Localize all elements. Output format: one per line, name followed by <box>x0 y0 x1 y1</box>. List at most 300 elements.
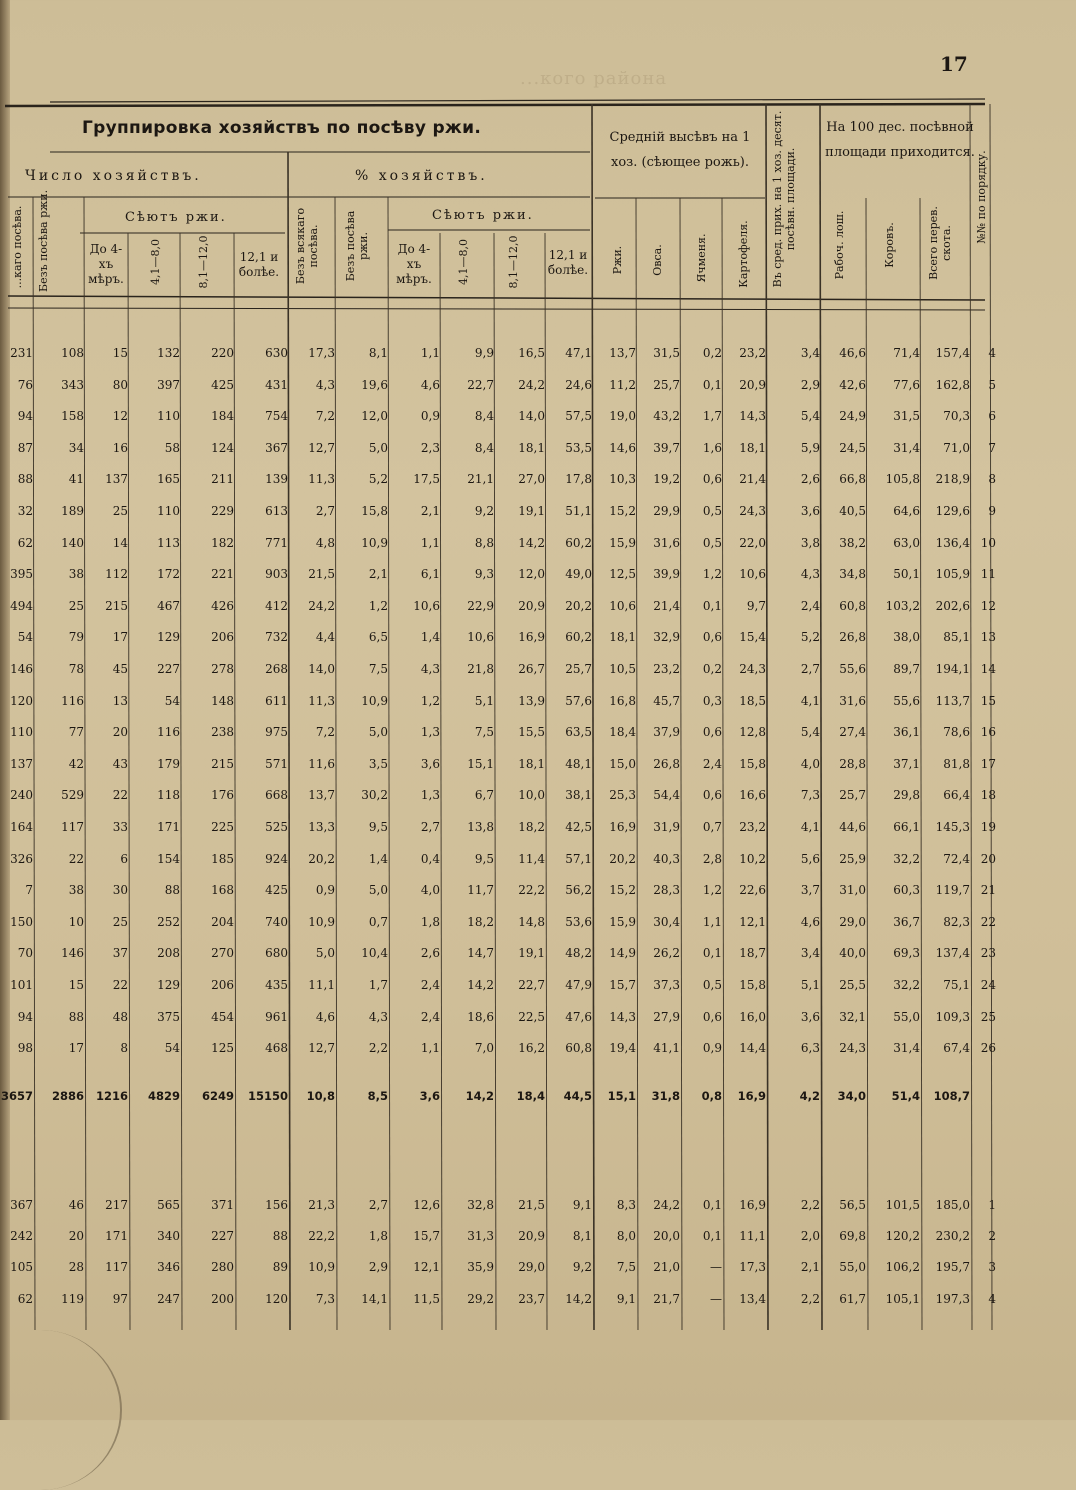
table-cell: 22,5 <box>518 1009 545 1024</box>
table-cell: 23,2 <box>739 820 766 834</box>
table-cell: 2,9 <box>800 377 820 392</box>
table-cell: 79 <box>68 630 84 645</box>
table-cell: 140 <box>61 535 84 550</box>
table-cell: 66,8 <box>839 472 866 487</box>
table-cell: 12,1 <box>739 914 766 929</box>
table-cell: 5,6 <box>800 851 820 866</box>
table-cell: 21,4 <box>653 598 680 613</box>
table-cell: 2,1 <box>800 1260 820 1274</box>
table-cell: 12,7 <box>308 1041 335 1056</box>
table-cell: 754 <box>265 409 288 424</box>
table-cell: 2886 <box>51 1089 84 1103</box>
table-cell: 2,7 <box>368 1198 388 1212</box>
table-cell: 54,4 <box>653 788 680 803</box>
table-cell: 680 <box>265 946 288 961</box>
table-cell: 17 <box>68 1041 84 1056</box>
table-cell: 21,7 <box>653 1292 680 1306</box>
table-cell: 108,7 <box>933 1089 970 1103</box>
table-cell: 77 <box>68 725 84 740</box>
table-cell: 14,2 <box>518 535 545 550</box>
table-cell: 51,1 <box>565 504 592 518</box>
table-cell: 15,8 <box>739 756 766 771</box>
table-cell: 565 <box>157 1198 180 1212</box>
table-cell: 25,9 <box>839 851 866 866</box>
table-cell: 11,6 <box>308 756 335 771</box>
table-cell: 34,8 <box>839 567 866 582</box>
table-cell: 15,4 <box>739 630 766 645</box>
table-cell: 15,2 <box>609 883 636 898</box>
table-cell: 171 <box>157 820 180 834</box>
table-cell: 27,9 <box>653 1009 680 1024</box>
table-cell: 5,2 <box>800 630 820 645</box>
table-cell: 425 <box>265 883 288 898</box>
table-cell: 25 <box>980 1009 996 1024</box>
table-cell: 146 <box>61 946 84 961</box>
table-cell: 208 <box>157 946 180 961</box>
group-header-percent: % хозяйствъ. <box>355 168 488 184</box>
table-cell: 4,1 <box>800 820 820 834</box>
table-cell: 5,0 <box>368 883 388 898</box>
table-cell: 88 <box>17 472 33 487</box>
table-cell: 15,9 <box>609 914 636 929</box>
table-cell: 12,8 <box>739 725 766 740</box>
table-cell: 165 <box>157 472 180 487</box>
table-cell: 227 <box>157 662 180 676</box>
table-cell: 2,1 <box>368 567 388 582</box>
table-cell: 630 <box>265 346 288 360</box>
table-cell: 1,2 <box>420 693 440 708</box>
table-cell: 61,7 <box>839 1292 866 1306</box>
table-cell: 36,7 <box>893 914 920 929</box>
table-cell: 10,4 <box>361 946 388 961</box>
table-cell: 8,0 <box>616 1229 636 1243</box>
table-cell: 1,6 <box>702 440 722 455</box>
table-cell: 14 <box>980 662 996 676</box>
table-cell: 529 <box>61 788 84 803</box>
table-cell: 5,0 <box>368 440 388 455</box>
table-cell: 13,3 <box>308 820 335 834</box>
table-cell: 24,3 <box>739 662 766 676</box>
table-cell: 16,9 <box>739 1198 766 1212</box>
table-cell: 0,9 <box>315 883 335 898</box>
table-cell: 179 <box>157 756 180 771</box>
table-cell: 119,7 <box>935 883 970 898</box>
table-cell: 1,3 <box>420 788 440 803</box>
table-cell: 38 <box>68 567 84 582</box>
table-cell: 12,0 <box>361 409 388 424</box>
table-cell: 2 <box>988 1229 996 1243</box>
table-cell: 25,7 <box>565 662 592 676</box>
table-cell: 50,1 <box>893 567 920 582</box>
table-cell: 31,8 <box>651 1089 680 1103</box>
table-cell: 24,2 <box>653 1198 680 1212</box>
table-cell: 20 <box>980 851 996 866</box>
table-cell: 98 <box>17 1041 33 1056</box>
table-cell: 1,2 <box>702 883 722 898</box>
table-cell: 20,2 <box>565 598 592 613</box>
table-cell: 4,1 <box>800 693 820 708</box>
table-cell: 9,3 <box>474 567 494 582</box>
table-cell: 31,6 <box>839 693 866 708</box>
table-cell: 15,0 <box>609 756 636 771</box>
table-cell: 238 <box>211 725 234 740</box>
table-cell: 525 <box>265 820 288 834</box>
table-cell: 13 <box>980 630 996 645</box>
table-cell: 221 <box>211 567 234 582</box>
table-cell: 16,0 <box>739 1009 766 1024</box>
table-cell: 31,3 <box>467 1229 494 1243</box>
table-cell: 0,7 <box>368 914 388 929</box>
table-cell: 16,6 <box>739 788 766 803</box>
table-cell: 1,1 <box>420 346 440 360</box>
table-cell: 10,3 <box>609 472 636 487</box>
table-cell: 0,8 <box>701 1089 722 1103</box>
table-cell: 18,1 <box>518 756 545 771</box>
table-cell: 11,5 <box>413 1292 440 1306</box>
table-cell: 89,7 <box>893 662 920 676</box>
table-cell: 108 <box>61 346 84 360</box>
table-cell: 343 <box>61 377 84 392</box>
table-cell: 7 <box>988 440 996 455</box>
table-cell: 11,2 <box>609 377 636 392</box>
col-header-count-8-12: 8,1—12,0 <box>197 235 210 289</box>
table-cell: 2,2 <box>800 1198 820 1212</box>
table-cell: 63,5 <box>565 725 592 740</box>
table-cell: 9,1 <box>616 1292 636 1306</box>
table-cell: 732 <box>265 630 288 645</box>
table-cell: 29,0 <box>518 1260 545 1274</box>
table-cell: 185,0 <box>935 1198 970 1212</box>
table-cell: 6249 <box>201 1089 234 1103</box>
table-cell: 19,0 <box>609 409 636 424</box>
table-cell: 4,3 <box>800 567 820 582</box>
col-header-pct-12plus: 12,1 и болѣе. <box>547 248 589 277</box>
table-cell: 150 <box>10 914 33 929</box>
table-cell: 3,6 <box>800 504 820 518</box>
table-cell: 39,7 <box>653 440 680 455</box>
group-header-seeding: Среднiй высѣвъ на 1 хоз. (сѣющее рожь). <box>609 130 751 170</box>
table-cell: 103,2 <box>885 598 920 613</box>
col-header-seed-barley: Ячменя. <box>695 233 708 283</box>
col-header-cows: Коровъ. <box>883 222 896 268</box>
table-cell: 4,0 <box>800 756 820 771</box>
table-cell: 5,4 <box>800 725 820 740</box>
table-cell: 12 <box>980 598 996 613</box>
table-cell: 7,3 <box>315 1292 335 1306</box>
table-cell: 66,1 <box>893 820 920 834</box>
table-cell: 62 <box>17 535 33 550</box>
table-cell: 47,1 <box>565 346 592 360</box>
table-cell: 13 <box>112 693 128 708</box>
table-cell: 43 <box>112 756 128 771</box>
table-cell: 1,7 <box>368 978 388 992</box>
table-cell: 24,2 <box>308 598 335 613</box>
table-cell: 24,3 <box>739 504 766 518</box>
table-cell: 10 <box>68 914 84 929</box>
table-cell: 412 <box>265 598 288 613</box>
table-cell: 21,3 <box>308 1198 335 1212</box>
table-cell: 14,0 <box>308 662 335 676</box>
table-cell: 431 <box>265 377 288 392</box>
table-cell: 31,5 <box>893 409 920 424</box>
table-cell: 7,2 <box>315 409 335 424</box>
table-cell: 31,6 <box>653 535 680 550</box>
table-cell: 23,2 <box>739 346 766 360</box>
table-cell: 62 <box>17 1292 33 1306</box>
table-cell: 9,1 <box>572 1198 592 1212</box>
table-cell: 77,6 <box>893 377 920 392</box>
table-cell: 32 <box>17 504 33 518</box>
table-cell: 164 <box>10 820 33 834</box>
table-cell: 16,2 <box>518 1041 545 1056</box>
table-cell: 32,9 <box>653 630 680 645</box>
table-title: Группировка хозяйствъ по посѣву ржи. <box>82 118 482 138</box>
table-cell: 32,2 <box>893 851 920 866</box>
table-cell: 11,1 <box>739 1229 766 1243</box>
table-cell: 46,6 <box>839 346 866 360</box>
table-cell: 26,8 <box>839 630 866 645</box>
table-cell: 172 <box>157 567 180 582</box>
table-cell: 0,6 <box>702 725 722 740</box>
table-cell: 3,5 <box>368 756 388 771</box>
table-cell: 25 <box>112 914 128 929</box>
table-cell: 9,2 <box>572 1260 592 1274</box>
table-cell: 22 <box>112 978 128 992</box>
table-cell: 14,3 <box>739 409 766 424</box>
table-cell: 22 <box>68 851 84 866</box>
table-cell: 53,6 <box>565 914 592 929</box>
table-cell: 31,0 <box>839 883 866 898</box>
table-cell: 9,7 <box>746 598 766 613</box>
table-cell: 494 <box>10 598 33 613</box>
table-cell: 80 <box>112 377 128 392</box>
table-cell: 10,0 <box>518 788 545 803</box>
table-cell: 5 <box>988 377 996 392</box>
table-cell: 17,5 <box>413 472 440 487</box>
table-cell: 21,0 <box>653 1260 680 1274</box>
table-cell: 35,9 <box>467 1260 494 1274</box>
table-cell: 48,2 <box>565 946 592 961</box>
table-cell: 48 <box>112 1009 128 1024</box>
col-header-count-nosow: ...каго посѣва. <box>11 205 24 289</box>
table-cell: 117 <box>105 1260 128 1274</box>
table-cell: 158 <box>61 409 84 424</box>
table-cell: 30,4 <box>653 914 680 929</box>
col-header-pct-nosow: Безъ всякаго посѣва. <box>294 207 320 285</box>
table-cell: 4,6 <box>800 914 820 929</box>
table-cell: 112 <box>105 567 128 582</box>
table-cell: 89 <box>272 1260 288 1274</box>
table-cell: 34 <box>68 440 84 455</box>
table-cell: 1,1 <box>420 535 440 550</box>
table-cell: 176 <box>211 788 234 803</box>
table-cell: 53,5 <box>565 440 592 455</box>
table-cell: 397 <box>157 377 180 392</box>
table-cell: 613 <box>265 504 288 518</box>
table-cell: 66,4 <box>943 788 970 803</box>
table-cell: 57,5 <box>565 409 592 424</box>
table-cell: 15,8 <box>361 504 388 518</box>
table-cell: 85,1 <box>943 630 970 645</box>
table-cell: 7,5 <box>368 662 388 676</box>
table-cell: 124 <box>211 440 234 455</box>
table-cell: 12,6 <box>413 1198 440 1212</box>
table-cell: 24,6 <box>565 377 592 392</box>
table-cell: 31,4 <box>893 440 920 455</box>
table-cell: 215 <box>211 756 234 771</box>
table-cell: 38,0 <box>893 630 920 645</box>
table-cell: 117 <box>61 820 84 834</box>
table-cell: 15,9 <box>609 535 636 550</box>
table-cell: 162,8 <box>935 377 970 392</box>
table-cell: 43,2 <box>653 409 680 424</box>
table-cell: 0,9 <box>420 409 440 424</box>
table-cell: 30 <box>112 883 128 898</box>
table-cell: 1216 <box>95 1089 128 1103</box>
table-cell: 2,4 <box>702 756 722 771</box>
table-cell: 110 <box>10 725 33 740</box>
table-cell: 16,8 <box>609 693 636 708</box>
col-header-area: Въ сред. прих. на 1 хоз. десят. посѣвн. площади. <box>771 110 797 288</box>
table-cell: 40,3 <box>653 851 680 866</box>
col-header-seed-rye: Ржи. <box>611 245 624 275</box>
table-cell: 22,7 <box>467 377 494 392</box>
table-cell: 109,3 <box>935 1009 970 1024</box>
table-cell: 10,2 <box>739 851 766 866</box>
table-cell: 31,4 <box>893 1041 920 1056</box>
table-cell: 17 <box>980 756 996 771</box>
table-cell: 16,5 <box>518 346 545 360</box>
table-cell: 25,5 <box>839 978 866 992</box>
table-cell: 54 <box>17 630 33 645</box>
table-cell: 78 <box>68 662 84 676</box>
table-cell: 137 <box>10 756 33 771</box>
table-cell: 22,6 <box>739 883 766 898</box>
table-cell: 8,5 <box>367 1089 388 1103</box>
table-cell: 10,6 <box>467 630 494 645</box>
table-cell: 40,0 <box>839 946 866 961</box>
table-cell: 27,4 <box>839 725 866 740</box>
table-cell: 3,7 <box>800 883 820 898</box>
table-cell: 45 <box>112 662 128 676</box>
table-cell: 56,2 <box>565 883 592 898</box>
table-cell: 903 <box>265 567 288 582</box>
table-cell: 4,8 <box>315 535 335 550</box>
table-cell: 15,1 <box>467 756 494 771</box>
page-number: 17 <box>940 52 968 76</box>
table-cell: 87 <box>17 440 33 455</box>
table-cell: 37,9 <box>653 725 680 740</box>
table-cell: 200 <box>211 1292 234 1306</box>
table-cell: 22,7 <box>518 978 545 992</box>
table-cell: 105 <box>10 1260 33 1274</box>
table-cell: 24,2 <box>518 377 545 392</box>
table-cell: 326 <box>10 851 33 866</box>
table-cell: 206 <box>211 978 234 992</box>
col-header-pct-8-12: 8,1—12,0 <box>507 235 520 289</box>
table-cell: 72,4 <box>943 851 970 866</box>
table-cell: 9 <box>988 504 996 518</box>
table-cell: 13,7 <box>609 346 636 360</box>
table-cell: 0,7 <box>702 820 722 834</box>
table-cell: 4,3 <box>315 377 335 392</box>
table-cell: 154 <box>157 851 180 866</box>
table-cell: 6,3 <box>800 1041 820 1056</box>
table-cell: 60,8 <box>839 598 866 613</box>
table-cell: 55,0 <box>893 1009 920 1024</box>
table-cell: 19,6 <box>361 377 388 392</box>
table-cell: 2,3 <box>420 440 440 455</box>
table-cell: 110 <box>157 409 180 424</box>
table-cell: 14,6 <box>609 440 636 455</box>
table-cell: 81,8 <box>943 756 970 771</box>
table-cell: 18,1 <box>739 440 766 455</box>
table-cell: 10 <box>980 535 996 550</box>
table-cell: 1,8 <box>420 914 440 929</box>
table-cell: 88 <box>68 1009 84 1024</box>
table-cell: 97 <box>112 1292 128 1306</box>
table-cell: 24 <box>980 978 996 992</box>
table-cell: 10,6 <box>609 598 636 613</box>
table-cell: 106,2 <box>885 1260 920 1274</box>
table-cell: 28,8 <box>839 756 866 771</box>
table-cell: 217 <box>105 1198 128 1212</box>
table-cell: 44,5 <box>563 1089 592 1103</box>
table-cell: 211 <box>211 472 234 487</box>
table-cell: 60,2 <box>565 630 592 645</box>
table-cell: 17 <box>112 630 128 645</box>
table-cell: 8,1 <box>368 346 388 360</box>
table-cell: 57,6 <box>565 693 592 708</box>
table-cell: 36,1 <box>893 725 920 740</box>
table-cell: 1 <box>988 1198 996 1212</box>
table-cell: 18,2 <box>467 914 494 929</box>
table-cell: 16 <box>112 440 128 455</box>
table-cell: 375 <box>157 1009 180 1024</box>
table-cell: 136,4 <box>935 535 970 550</box>
table-cell: 94 <box>17 1009 33 1024</box>
col-header-count-4-8: 4,1—8,0 <box>149 239 162 285</box>
table-cell: 54 <box>164 1041 180 1056</box>
table-cell: 340 <box>157 1229 180 1243</box>
table-cell: 367 <box>10 1198 33 1212</box>
table-cell: 78,6 <box>943 725 970 740</box>
table-cell: 1,3 <box>420 725 440 740</box>
table-cell: 20 <box>112 725 128 740</box>
table-cell: 195,7 <box>935 1260 970 1274</box>
table-cell: 42,5 <box>565 820 592 834</box>
table-cell: 20 <box>68 1229 84 1243</box>
table-cell: 426 <box>211 598 234 613</box>
table-cell: 3,8 <box>800 535 820 550</box>
table-cell: 10,6 <box>739 567 766 582</box>
table-cell: 2,4 <box>420 1009 440 1024</box>
table-cell: 24,3 <box>839 1041 866 1056</box>
table-cell: 6,1 <box>420 567 440 582</box>
table-cell: 60,8 <box>565 1041 592 1056</box>
table-cell: 1,2 <box>702 567 722 582</box>
table-cell: 15,7 <box>609 978 636 992</box>
table-cell: 10,5 <box>609 662 636 676</box>
table-cell: 218,9 <box>935 472 970 487</box>
table-cell: 5,9 <box>800 440 820 455</box>
table-cell: 10,6 <box>413 598 440 613</box>
table-cell: 25 <box>68 598 84 613</box>
table-cell: 33 <box>112 820 128 834</box>
table-cell: 3,4 <box>800 346 820 360</box>
table-cell: 346 <box>157 1260 180 1274</box>
table-cell: 31,9 <box>653 820 680 834</box>
